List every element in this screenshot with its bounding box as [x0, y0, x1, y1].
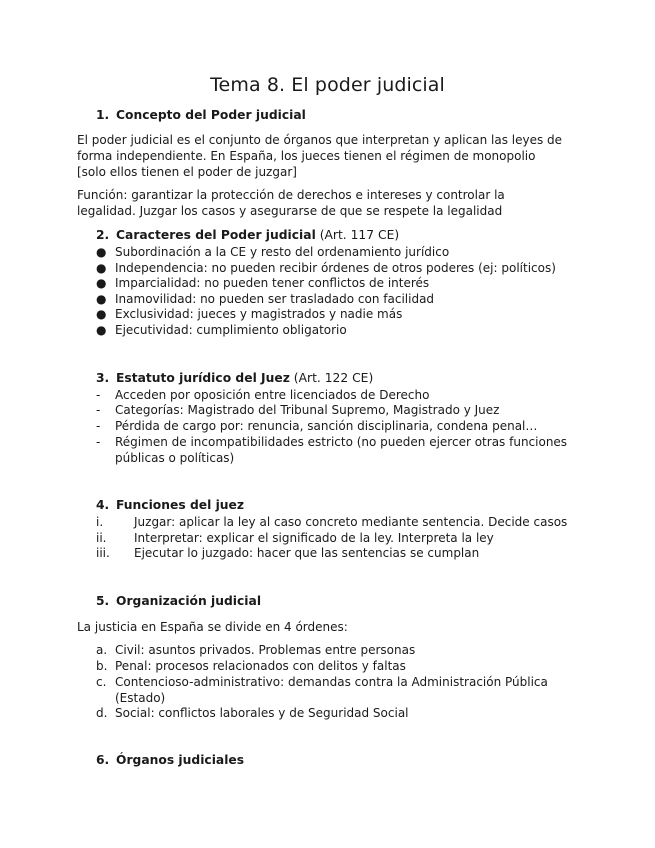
list-item: - Categorías: Magistrado del Tribunal Supremo, Magistrado y Juez — [96, 403, 500, 417]
list-item: i. Juzgar: aplicar la ley al caso concreto mediante sentencia. Decide casos — [96, 515, 568, 529]
list-item: ● Inamovilidad: no pueden ser trasladado con facilidad — [96, 292, 435, 306]
list-item: ii. Interpretar: explicar el significado de la ley. Interpreta la ley — [96, 531, 494, 545]
dash-icon: - — [96, 419, 101, 433]
bullet-icon: ● — [96, 323, 107, 337]
bullet-icon: ● — [96, 261, 107, 275]
list-item: - Régimen de incompatibilidades estricto (no pueden ejercer otras funciones públicas o políticas) — [96, 435, 568, 465]
list-item: b. Penal: procesos relacionados con delitos y faltas — [96, 659, 406, 673]
bullet-icon: ● — [96, 292, 107, 306]
roman-marker: ii. — [96, 531, 107, 545]
bullet-icon: ● — [96, 307, 107, 321]
section-number: 3. — [96, 371, 110, 385]
dash-icon: - — [96, 435, 101, 449]
dash-icon: - — [96, 403, 101, 417]
letter-marker: a. — [96, 643, 108, 657]
section-title: Caracteres del Poder judicial — [116, 228, 316, 242]
dash-icon: - — [96, 388, 101, 402]
section-note: (Art. 117 CE) — [315, 228, 400, 242]
list-item: ● Exclusividad: jueces y magistrados y nadie más — [96, 307, 403, 321]
list-item: ● Imparcialidad: no pueden tener conflictos de interés — [96, 276, 430, 290]
bullet-icon: ● — [96, 245, 107, 259]
letter-marker: b. — [96, 659, 108, 673]
list-item: c. Contencioso-administrativo: demandas contra la Administración Pública (Estado) — [96, 675, 548, 705]
paragraph-funcion: Función: garantizar la protección de derechos e intereses y controlar la legalidad. Juzgar los casos y asegurarse de que se respete la legalidad — [77, 188, 505, 218]
section-note: (Art. 122 CE) — [289, 371, 374, 385]
list-item: ● Ejecutividad: cumplimiento obligatorio — [96, 323, 347, 337]
paragraph-ordenes: La justicia en España se divide en 4 órdenes: — [77, 620, 348, 634]
list-item: d. Social: conflictos laborales y de Seguridad Social — [96, 706, 409, 720]
section-1-heading — [96, 108, 306, 122]
letter-marker: c. — [96, 675, 107, 689]
section-5-heading — [96, 594, 261, 608]
section-4-heading — [96, 498, 244, 512]
section-title: Órganos judiciales — [116, 753, 245, 767]
page-title: Tema 8. El poder judicial — [210, 74, 445, 96]
section-number: 6. — [96, 753, 110, 767]
list-item: iii. Ejecutar lo juzgado: hacer que las sentencias se cumplan — [96, 546, 480, 560]
section-6-heading — [96, 753, 244, 767]
list-item: - Acceden por oposición entre licenciados de Derecho — [96, 388, 430, 402]
list-item: - Pérdida de cargo por: renuncia, sanción disciplinaria, condena penal… — [96, 419, 538, 433]
list-item: ● Subordinación a la CE y resto del ordenamiento jurídico — [96, 245, 450, 259]
section-title: Estatuto jurídico del Juez — [116, 371, 290, 385]
paragraph-concepto: El poder judicial es el conjunto de órganos que interpretan y aplican las leyes de forma independiente. En España, los jueces tienen el régimen de monopolio [solo ellos tienen el poder de juzgar] — [77, 133, 563, 179]
section-3-heading — [96, 371, 373, 385]
section-title: Funciones del juez — [116, 498, 245, 512]
roman-marker: i. — [96, 515, 104, 529]
section-title: Organización judicial — [116, 594, 262, 608]
roman-marker: iii. — [96, 546, 110, 560]
letter-marker: d. — [96, 706, 108, 720]
section-title: Concepto del Poder judicial — [116, 108, 306, 122]
section-number: 4. — [96, 498, 110, 512]
list-item: ● Independencia: no pueden recibir órdenes de otros poderes (ej: políticos) — [96, 261, 556, 275]
bullet-icon: ● — [96, 276, 107, 290]
section-number: 5. — [96, 594, 110, 608]
section-2-heading — [96, 228, 399, 242]
section-number: 2. — [96, 228, 110, 242]
section-number: 1. — [96, 108, 110, 122]
list-item: a. Civil: asuntos privados. Problemas entre personas — [96, 643, 416, 657]
